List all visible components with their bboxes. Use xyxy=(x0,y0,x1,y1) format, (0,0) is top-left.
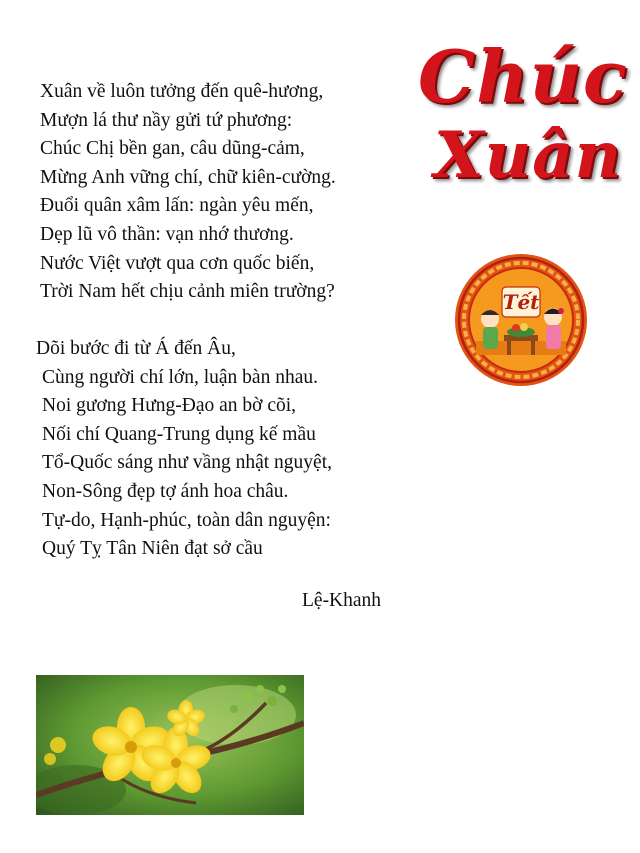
poem-line: Tự-do, Hạnh-phúc, toàn dân nguyện: xyxy=(42,509,331,531)
poem-line: Nối chí Quang-Trung dụng kế mầu xyxy=(42,423,316,445)
poem-line: Chúc Chị bền gan, câu dũng-cảm, xyxy=(40,138,305,160)
poem-line: Quý Tỵ Tân Niên đạt sở cầu xyxy=(42,538,263,560)
title-word-xuan: Xuân xyxy=(434,118,623,193)
poem-line: Trời Nam hết chịu cảnh miên trường? xyxy=(40,281,335,303)
title-art xyxy=(410,34,628,200)
poem-line: Tổ-Quốc sáng như vầng nhật nguyệt, xyxy=(42,452,333,474)
poem-line: Đuổi quân xâm lấn: ngàn yêu mến, xyxy=(40,195,314,217)
poem-line: Nước Việt vượt qua cơn quốc biến, xyxy=(40,252,315,274)
poem-line: Mượn lá thư nầy gửi tứ phương: xyxy=(40,109,293,131)
poem-line: Dõi bước đi từ Á đến Âu, xyxy=(36,338,236,359)
yellow-apricot-blossom-photo xyxy=(36,675,304,815)
poem-stanza-1 xyxy=(40,78,336,307)
poem-line: Xuân về luôn tưởng đến quê-hương, xyxy=(40,81,324,102)
poem-line: Non-Sông đẹp tợ ánh hoa châu. xyxy=(42,480,289,502)
tet-glyph: Tết xyxy=(502,290,540,314)
poem-line: Noi gương Hưng-Đạo an bờ cõi, xyxy=(42,395,297,417)
poem-line: Mừng Anh vững chí, chữ kiên-cường. xyxy=(40,166,336,188)
poem-line: Cùng người chí lớn, luận bàn nhau. xyxy=(42,366,318,388)
poem-stanza-2 xyxy=(36,335,332,564)
poem-line: Dẹp lũ vô thần: vạn nhớ thương. xyxy=(40,223,294,245)
title-word-chuc: Chúc xyxy=(418,34,628,119)
tet-festival-badge-icon xyxy=(454,253,588,387)
poem-author: Lệ-Khanh xyxy=(302,590,382,611)
